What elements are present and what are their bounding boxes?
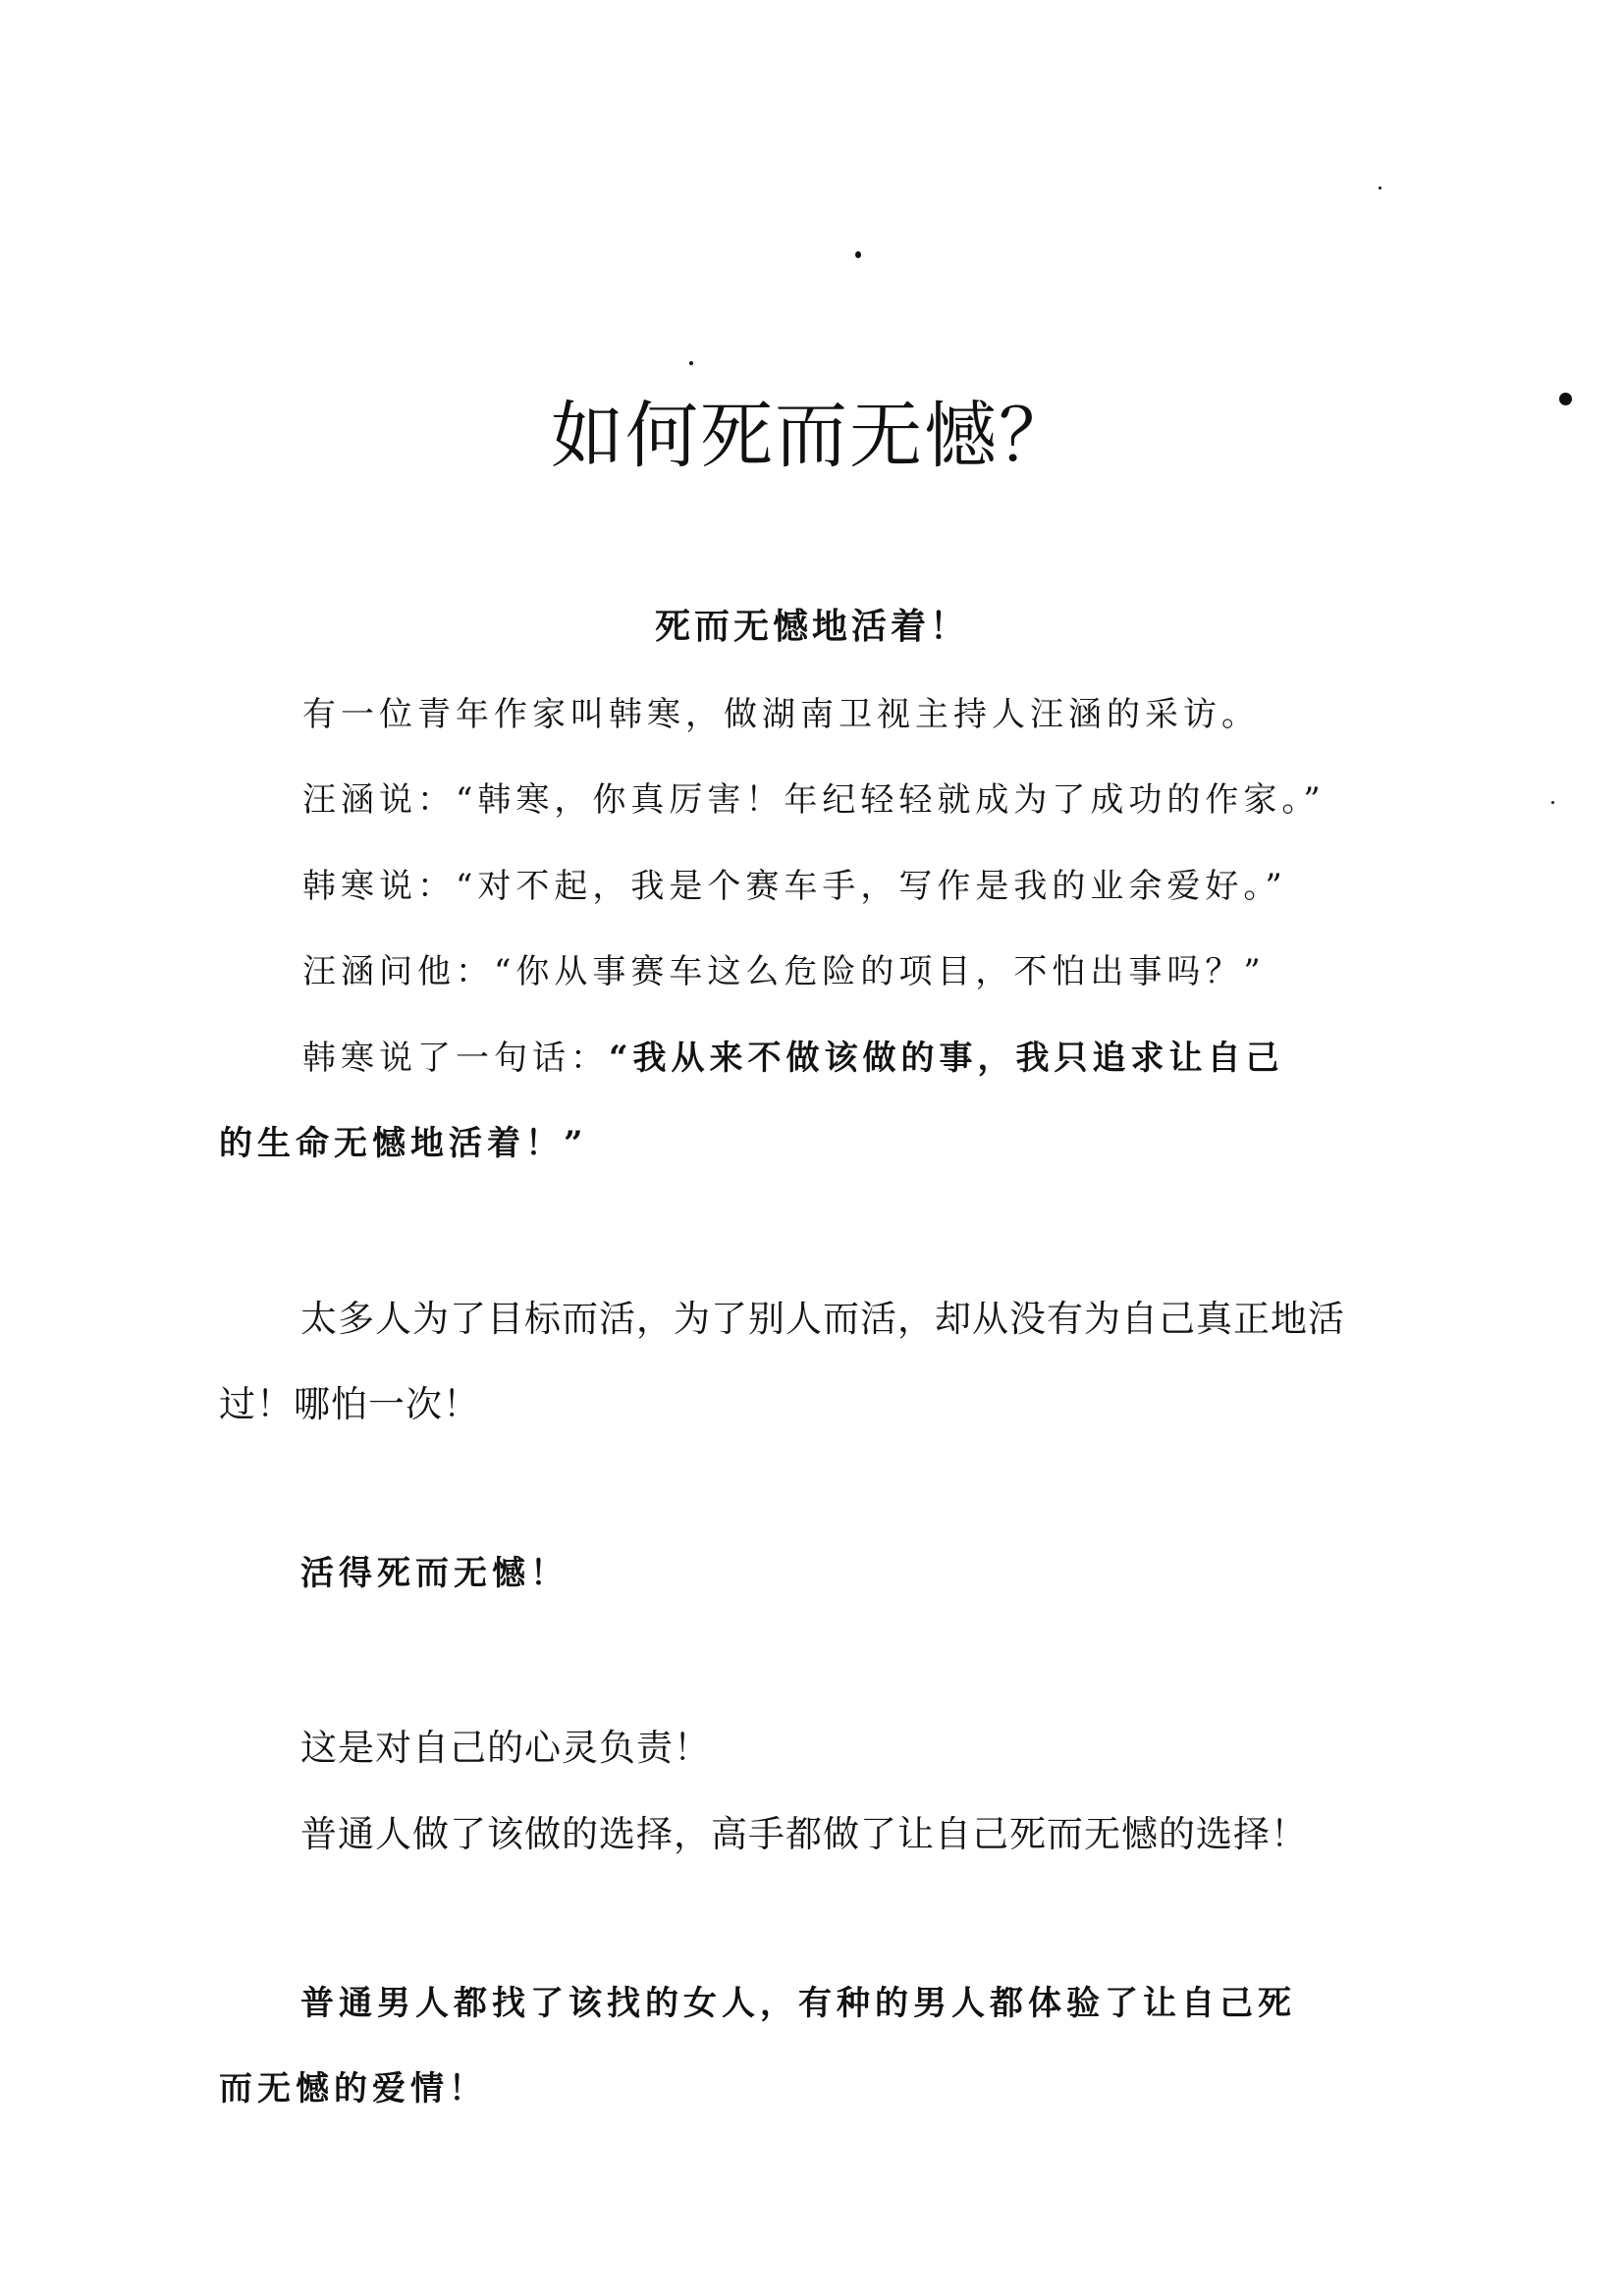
interview-line: 韩寒说：“对不起，我是个赛车手，写作是我的业余爱好。” [302,867,1287,906]
interview-line: 汪涵说：“韩寒，你真厉害！年纪轻轻就成为了成功的作家。” [302,780,1326,820]
scan-speck [1379,187,1381,189]
paragraph-line: 普通男人都找了该找的女人，有种的男人都体验了让自己死 [300,1984,1296,2023]
paragraph-line: 普通人做了该做的选择，高手都做了让自己死而无憾的选择！ [300,1813,1308,1855]
quote-text: “我从来不做该做的事，我只追求让自己 [609,1039,1284,1078]
interview-intro: 有一位青年作家叫韩寒，做湖南卫视主持人汪涵的采访。 [302,695,1260,734]
paragraph-line: 而无憾的爱情！ [219,2069,487,2109]
interview-quote-line [302,1031,1284,1079]
page-title: 如何死而无憾？ [551,394,1073,478]
section-heading: 活得死而无憾！ [300,1554,568,1593]
interview-quote-continuation: 的生命无憾地活着！” [219,1124,588,1163]
paragraph-line: 太多人为了目标而活，为了别人而活，却从没有为自己真正地活 [300,1298,1345,1340]
section-subtitle: 死而无憾地活着！ [654,606,969,647]
scan-speck [1551,801,1554,804]
scan-speck [855,251,861,258]
paragraph-line: 过！哪怕一次！ [219,1383,480,1425]
paragraph-line: 这是对自己的心灵负责！ [300,1727,711,1769]
scan-speck [689,361,693,365]
quote-lead: 韩寒说了一句话： [302,1039,609,1078]
interview-line: 汪涵问他：“你从事赛车这么危险的项目，不怕出事吗？” [302,952,1266,991]
